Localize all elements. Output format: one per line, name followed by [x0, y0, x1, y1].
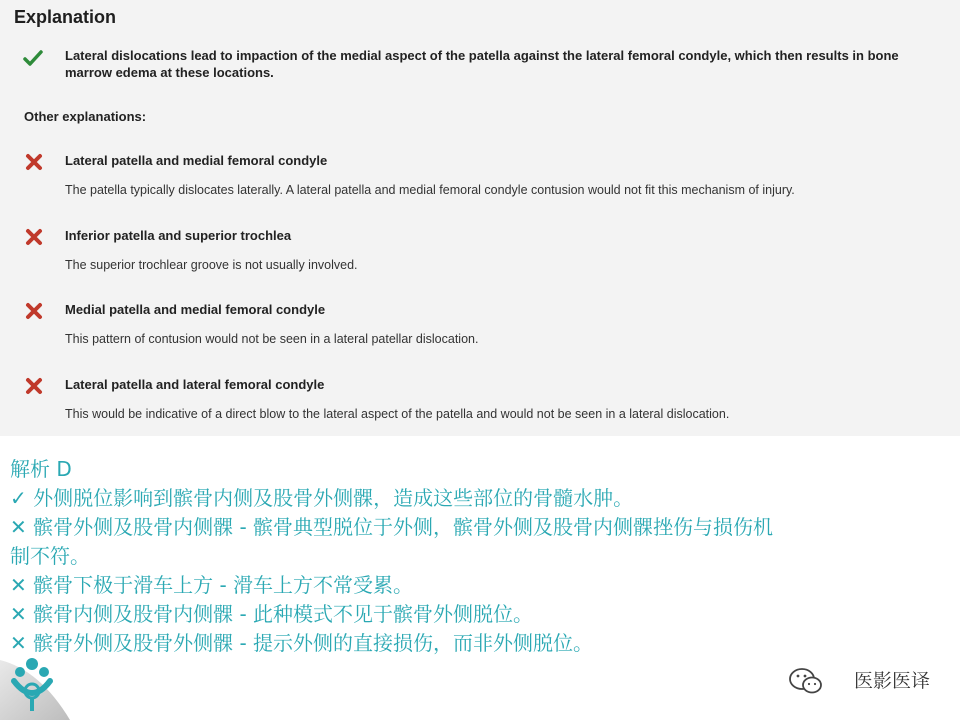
check-icon [23, 48, 43, 68]
watermark-text: 医影医译 [853, 670, 930, 692]
translation-line: ✓ 外侧脱位影响到髌骨内侧及股骨外侧髁，造成这些部位的骨髓水肿。 [10, 486, 634, 510]
other-explanations-label: Other explanations: [24, 109, 147, 124]
option-description: This would be indicative of a direct blow to the lateral aspect of the patella and would not be seen in a lateral dislocation. [65, 407, 730, 421]
logo-icon [2, 655, 62, 717]
cross-icon [24, 152, 44, 172]
option-title: Medial patella and medial femoral condyle [65, 302, 326, 317]
option-description: The superior trochlear groove is not usually involved. [65, 258, 358, 272]
translation-line: 制不符。 [10, 544, 90, 568]
translation-line: ✕ 髌骨下极于滑车上方 - 滑车上方不常受累。 [10, 573, 414, 597]
option-title: Lateral patella and medial femoral condyle [65, 153, 328, 168]
cross-icon [24, 227, 44, 247]
correct-explanation-text: Lateral dislocations lead to impaction of the medial aspect of the patella against the lateral femoral condyle, which then results in bone marrow edema at these locations. [65, 48, 899, 80]
translation-line: ✕ 髌骨外侧及股骨外侧髁 - 提示外侧的直接损伤，而非外侧脱位。 [10, 631, 594, 655]
cross-icon [24, 376, 44, 396]
translation-line: ✕ 髌骨内侧及股骨内侧髁 - 此种模式不见于髌骨外侧脱位。 [10, 602, 534, 626]
translation-heading: 解析 D [10, 457, 72, 481]
option-title: Inferior patella and superior trochlea [65, 228, 292, 243]
option-description: This pattern of contusion would not be seen in a lateral patellar dislocation. [65, 332, 479, 346]
option-description: The patella typically dislocates laterally. A lateral patella and medial femoral condyle contusion would not fit this mechanism of injury. [65, 183, 795, 197]
translation-line: ✕ 髌骨外侧及股骨内侧髁 - 髌骨典型脱位于外侧，髌骨外侧及股骨内侧髁挫伤与损伤机 [10, 515, 774, 539]
wechat-icon [787, 666, 825, 696]
cross-icon [24, 301, 44, 321]
explanation-title: Explanation [14, 7, 117, 27]
option-title: Lateral patella and lateral femoral condyle [65, 377, 325, 392]
